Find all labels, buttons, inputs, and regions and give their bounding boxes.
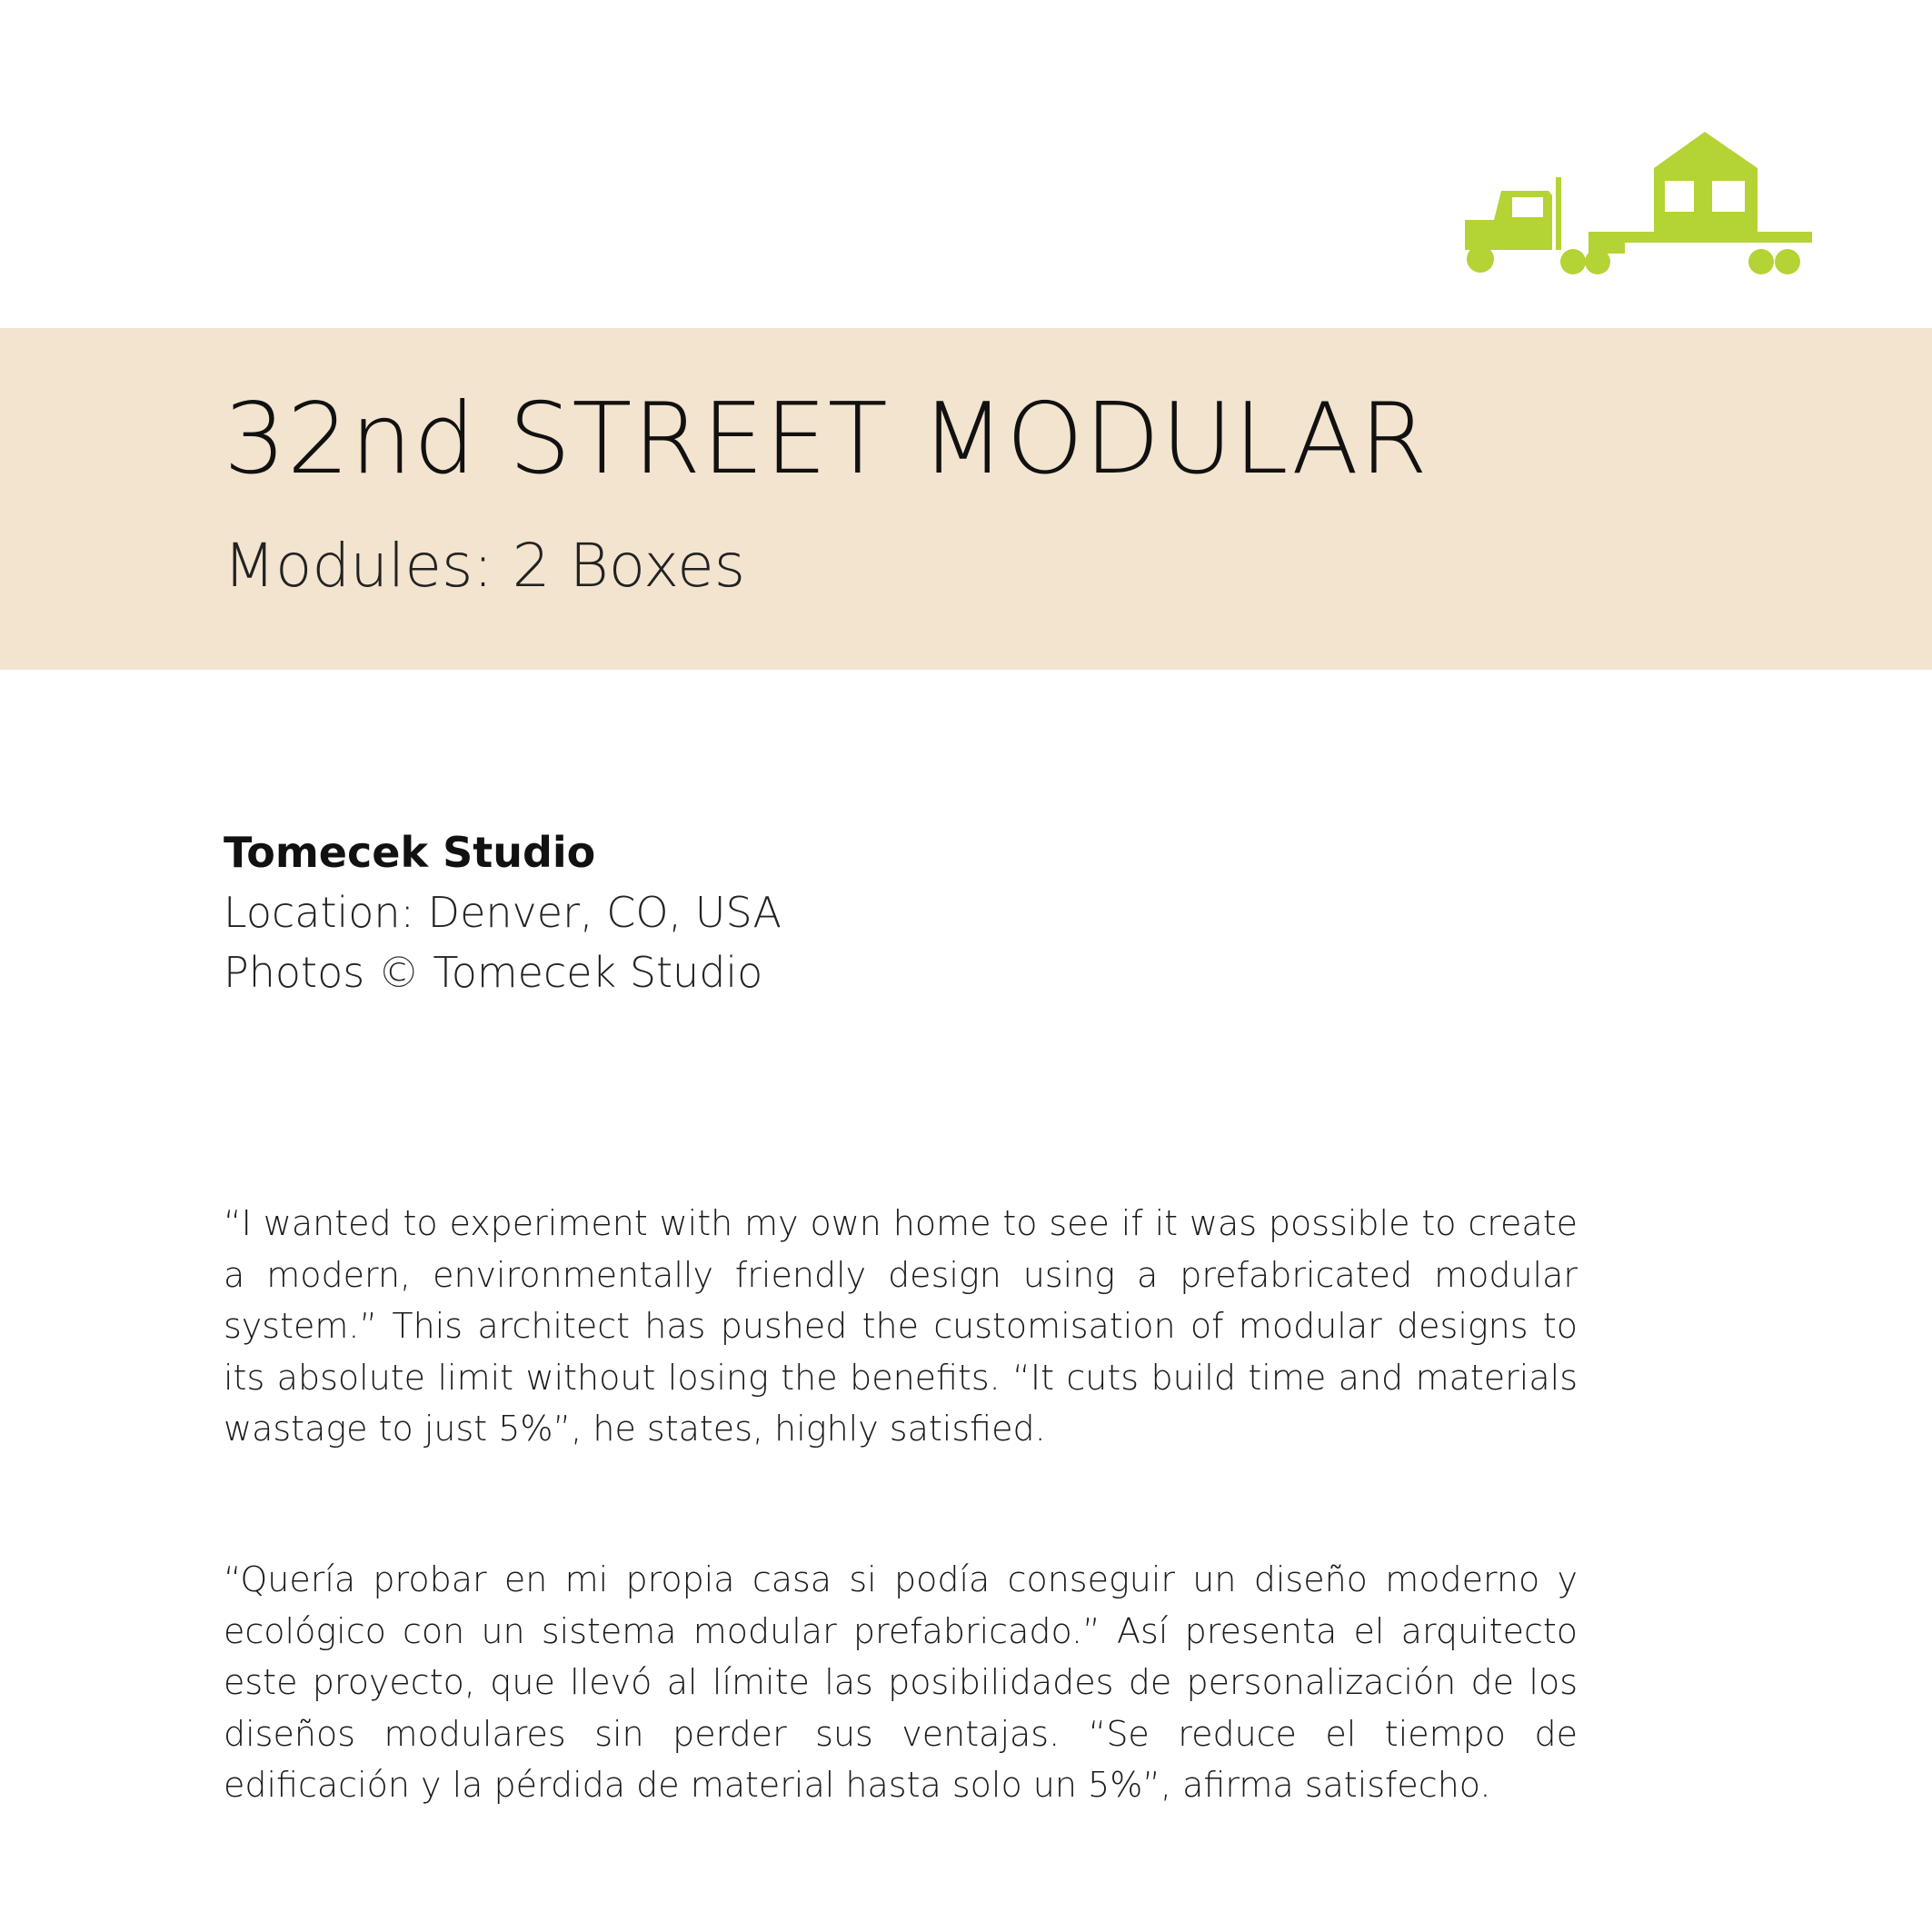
photo-credit-line: Photos © Tomecek Studio (224, 948, 763, 997)
location-line: Location: Denver, CO, USA (224, 888, 782, 937)
page-title: 32nd STREET MODULAR (224, 383, 1429, 496)
truck-with-house-icon (1465, 132, 1812, 277)
paragraph-english: “I wanted to experiment with my own home to see if it was possible to create a modern, environmentally friendly design using a prefabricated modular system.” This architect has pushed the customisation of modular designs to its absolute limit without losing the benefits. “It cuts build time and materials wastage to just 5%”, he states, highly satisfied. (224, 1203, 1578, 1449)
page-subtitle: Modules: 2 Boxes (224, 531, 746, 601)
studio-name: Tomecek Studio (224, 828, 596, 877)
paragraph-spanish: “Quería probar en mi propia casa si podía conseguir un diseño moderno y ecológico con un sistema modular prefabricado.” Así presenta el arquitecto este proyecto, que llevó al límite las posibilidades de personalización de los diseños modulares sin perder sus ventajas. “Se reduce el tiempo de edificación y la pérdida de material hasta solo un 5%”, afirma satisfecho. (224, 1559, 1578, 1805)
title-band (0, 328, 1932, 670)
credits-block (224, 822, 1587, 1002)
